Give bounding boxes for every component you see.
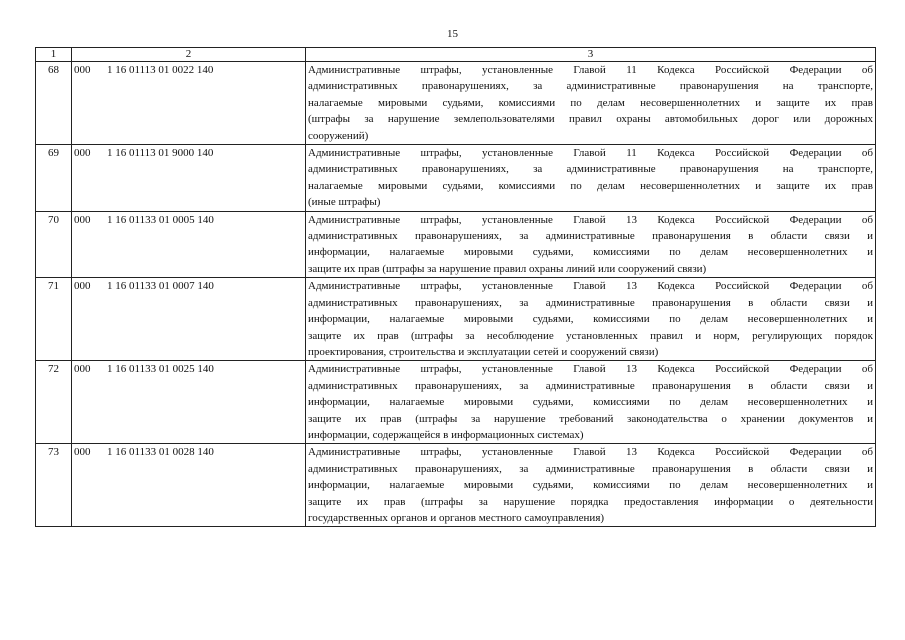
table-row xyxy=(36,361,876,444)
table-row xyxy=(36,278,876,361)
description-line: информации, содержащейся в информационных системах) xyxy=(308,428,584,441)
description-line: информации, налагаемые мировыми судьями, комиссиями по делам несовершеннолетних и xyxy=(308,396,873,409)
description-line: сооружений) xyxy=(308,129,369,142)
table-row xyxy=(36,211,876,278)
description-cell xyxy=(306,444,876,527)
kbk-code: 1 16 01133 01 0005 140 xyxy=(107,213,214,226)
admin-code: 000 xyxy=(74,147,91,160)
column-header-3: 3 xyxy=(306,48,876,62)
description-line: административных правонарушениях, за административные правонарушения на транспорте, xyxy=(308,80,873,93)
description-line: информации, налагаемые мировыми судьями, комиссиями по делам несовершеннолетних и xyxy=(308,479,873,492)
description-line: государственных органов и органов местного самоуправления) xyxy=(308,511,605,524)
description-cell xyxy=(306,278,876,361)
budget-code-cell xyxy=(72,361,306,444)
description-cell xyxy=(306,211,876,278)
table-row xyxy=(36,62,876,145)
kbk-code: 1 16 01133 01 0028 140 xyxy=(107,446,214,459)
table-header-row xyxy=(36,48,876,62)
kbk-code: 1 16 01113 01 0022 140 xyxy=(107,64,214,76)
description-line: (штрафы за нарушение землепользователями правил охраны автомобильных дорог или дорожных xyxy=(308,113,873,126)
admin-code: 000 xyxy=(74,280,91,293)
admin-code: 000 xyxy=(74,213,91,226)
row-number: 73 xyxy=(36,444,72,527)
description-line: Административные штрафы, установленные Главой 13 Кодекса Российской Федерации об xyxy=(308,213,873,226)
description-line: Административные штрафы, установленные Главой 13 Кодекса Российской Федерации об xyxy=(308,446,873,459)
description-cell xyxy=(306,145,876,212)
description-line: административных правонарушениях, за административные правонарушения на транспорте, xyxy=(308,163,873,176)
description-cell xyxy=(306,361,876,444)
page-number: 15 xyxy=(447,28,458,40)
kbk-code: 1 16 01113 01 9000 140 xyxy=(107,147,214,160)
column-header-1: 1 xyxy=(36,48,72,62)
admin-code: 000 xyxy=(74,363,91,376)
row-number: 70 xyxy=(36,211,72,278)
description-line: налагаемые мировыми судьями, комиссиями по делам несовершеннолетних и защите их прав xyxy=(308,179,873,192)
fines-table xyxy=(35,47,876,527)
description-line: защите их прав (штрафы за нарушение порядка предоставления информации о деятельности xyxy=(308,495,873,508)
description-line: защите их прав (штрафы за несоблюдение установленных правил и норм, регулирующих порядок xyxy=(308,329,873,342)
description-line: административных правонарушениях, за административные правонарушения в области связи и xyxy=(308,462,873,475)
budget-code-cell xyxy=(72,444,306,527)
column-header-2: 2 xyxy=(72,48,306,62)
admin-code: 000 xyxy=(74,64,91,76)
row-number: 68 xyxy=(36,62,72,145)
description-cell xyxy=(306,62,876,145)
budget-code-cell xyxy=(72,211,306,278)
description-line: проектирования, строительства и эксплуатации сетей и сооружений связи) xyxy=(308,345,659,358)
description-line: защите их прав (штрафы за нарушение правил охраны линий или сооружений связи) xyxy=(308,262,707,275)
description-line: защите их прав (штрафы за нарушение требований законодательства о хранении документов и xyxy=(308,412,873,425)
budget-code-cell xyxy=(72,145,306,212)
description-line: (иные штрафы) xyxy=(308,196,381,209)
description-line: административных правонарушениях, за административные правонарушения в области связи и xyxy=(308,230,873,243)
description-line: Административные штрафы, установленные Главой 11 Кодекса Российской Федерации об xyxy=(308,64,873,76)
kbk-code: 1 16 01133 01 0007 140 xyxy=(107,280,214,293)
row-number: 72 xyxy=(36,361,72,444)
row-number: 69 xyxy=(36,145,72,212)
description-line: Административные штрафы, установленные Главой 13 Кодекса Российской Федерации об xyxy=(308,280,873,293)
admin-code: 000 xyxy=(74,446,91,459)
row-number: 71 xyxy=(36,278,72,361)
description-line: Административные штрафы, установленные Главой 13 Кодекса Российской Федерации об xyxy=(308,363,873,376)
description-line: административных правонарушениях, за административные правонарушения в области связи и xyxy=(308,379,873,392)
description-line: информации, налагаемые мировыми судьями, комиссиями по делам несовершеннолетних и xyxy=(308,246,873,259)
description-line: Административные штрафы, установленные Главой 11 Кодекса Российской Федерации об xyxy=(308,147,873,160)
description-line: административных правонарушениях, за административные правонарушения в области связи и xyxy=(308,296,873,309)
description-line: информации, налагаемые мировыми судьями, комиссиями по делам несовершеннолетних и xyxy=(308,313,873,326)
kbk-code: 1 16 01133 01 0025 140 xyxy=(107,363,214,376)
description-line: налагаемые мировыми судьями, комиссиями по делам несовершеннолетних и защите их прав xyxy=(308,96,873,109)
table-row xyxy=(36,444,876,527)
budget-code-cell xyxy=(72,62,306,145)
table-row xyxy=(36,145,876,212)
budget-code-cell xyxy=(72,278,306,361)
